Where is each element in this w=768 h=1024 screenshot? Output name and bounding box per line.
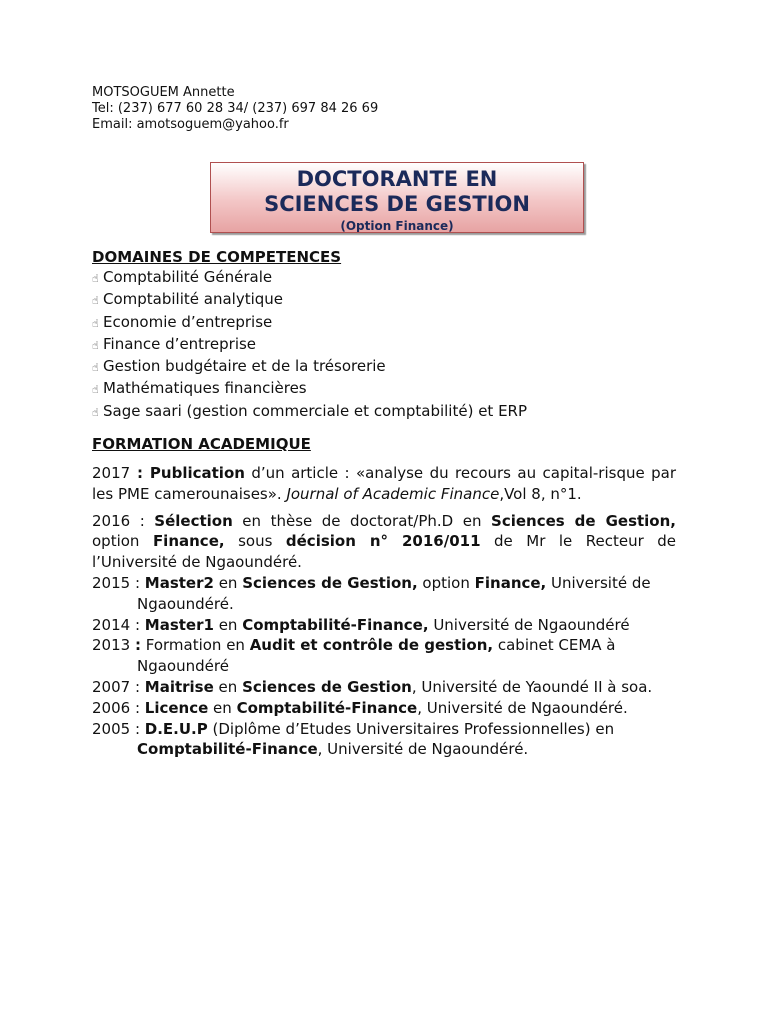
title-line-2: SCIENCES DE GESTION: [264, 192, 530, 216]
formation-section: [92, 434, 676, 760]
formation-entry-2015: 2015 : Master2 en Sciences de Gestion, option Finance, Université de Ngaoundéré.: [92, 573, 651, 613]
competence-item: ☝ Comptabilité analytique: [92, 289, 676, 311]
competences-heading: DOMAINES DE COMPETENCES: [92, 248, 342, 266]
competence-item: ☝ Economie d’entreprise: [92, 312, 676, 334]
formation-entry-2005: 2005 : D.E.U.P (Diplôme d’Etudes Universitaires Professionnelles) en Comptabilité-Finance, Université de Ngaoundéré.: [92, 719, 615, 759]
formation-entry-2006: 2006 : Licence en Comptabilité-Finance, Université de Ngaoundéré.: [92, 698, 628, 717]
hand-pointer-icon: ☝: [92, 405, 99, 419]
hand-pointer-icon: ☝: [92, 294, 99, 308]
hand-pointer-icon: ☝: [92, 361, 99, 375]
formation-entry-2007: 2007 : Maitrise en Sciences de Gestion, Université de Yaoundé II à soa.: [92, 677, 653, 696]
hand-pointer-icon: ☝: [92, 272, 99, 285]
contact-email: Email: amotsoguem@yahoo.fr: [92, 117, 289, 132]
competence-item: ☝ Mathématiques financières: [92, 378, 676, 400]
formation-heading: FORMATION ACADEMIQUE: [92, 435, 311, 453]
competences-section: [92, 247, 676, 423]
competence-item: ☝ Comptabilité Générale: [92, 267, 676, 289]
formation-entry-2014: 2014 : Master1 en Comptabilité-Finance, Université de Ngaoundéré: [92, 615, 630, 634]
contact-phone: Tel: (237) 677 60 28 34/ (237) 697 84 26 69: [92, 101, 379, 116]
title-box: [210, 162, 584, 233]
contact-block: [92, 85, 378, 133]
competence-item: ☝ Finance d’entreprise: [92, 334, 676, 356]
competence-item: ☝ Gestion budgétaire et de la trésorerie: [92, 356, 676, 378]
formation-entry-2013: 2013 : Formation en Audit et contrôle de gestion, cabinet CEMA à Ngaoundéré: [92, 636, 616, 676]
hand-pointer-icon: ☝: [92, 316, 99, 330]
hand-pointer-icon: ☝: [92, 338, 99, 352]
formation-entry-2017: 2017 : Publication d’un article : «analyse du recours au capital-risque par les PME camerounaises». Journal of Academic Finance,Vol 8, n°1.: [92, 464, 676, 503]
title-line-3: (Option Finance): [340, 219, 454, 233]
formation-entry-2016: 2016 : Sélection en thèse de doctorat/Ph.D en Sciences de Gestion, option Finance, sous décision n° 2016/011 de Mr le Recteur de l’Université de Ngaoundéré.: [92, 511, 677, 572]
contact-name: MOTSOGUEM Annette: [92, 85, 235, 100]
title-line-1: DOCTORANTE EN: [296, 167, 498, 191]
hand-pointer-icon: ☝: [92, 383, 99, 397]
competence-item: ☝ Sage saari (gestion commerciale et comptabilité) et ERP: [92, 401, 676, 423]
